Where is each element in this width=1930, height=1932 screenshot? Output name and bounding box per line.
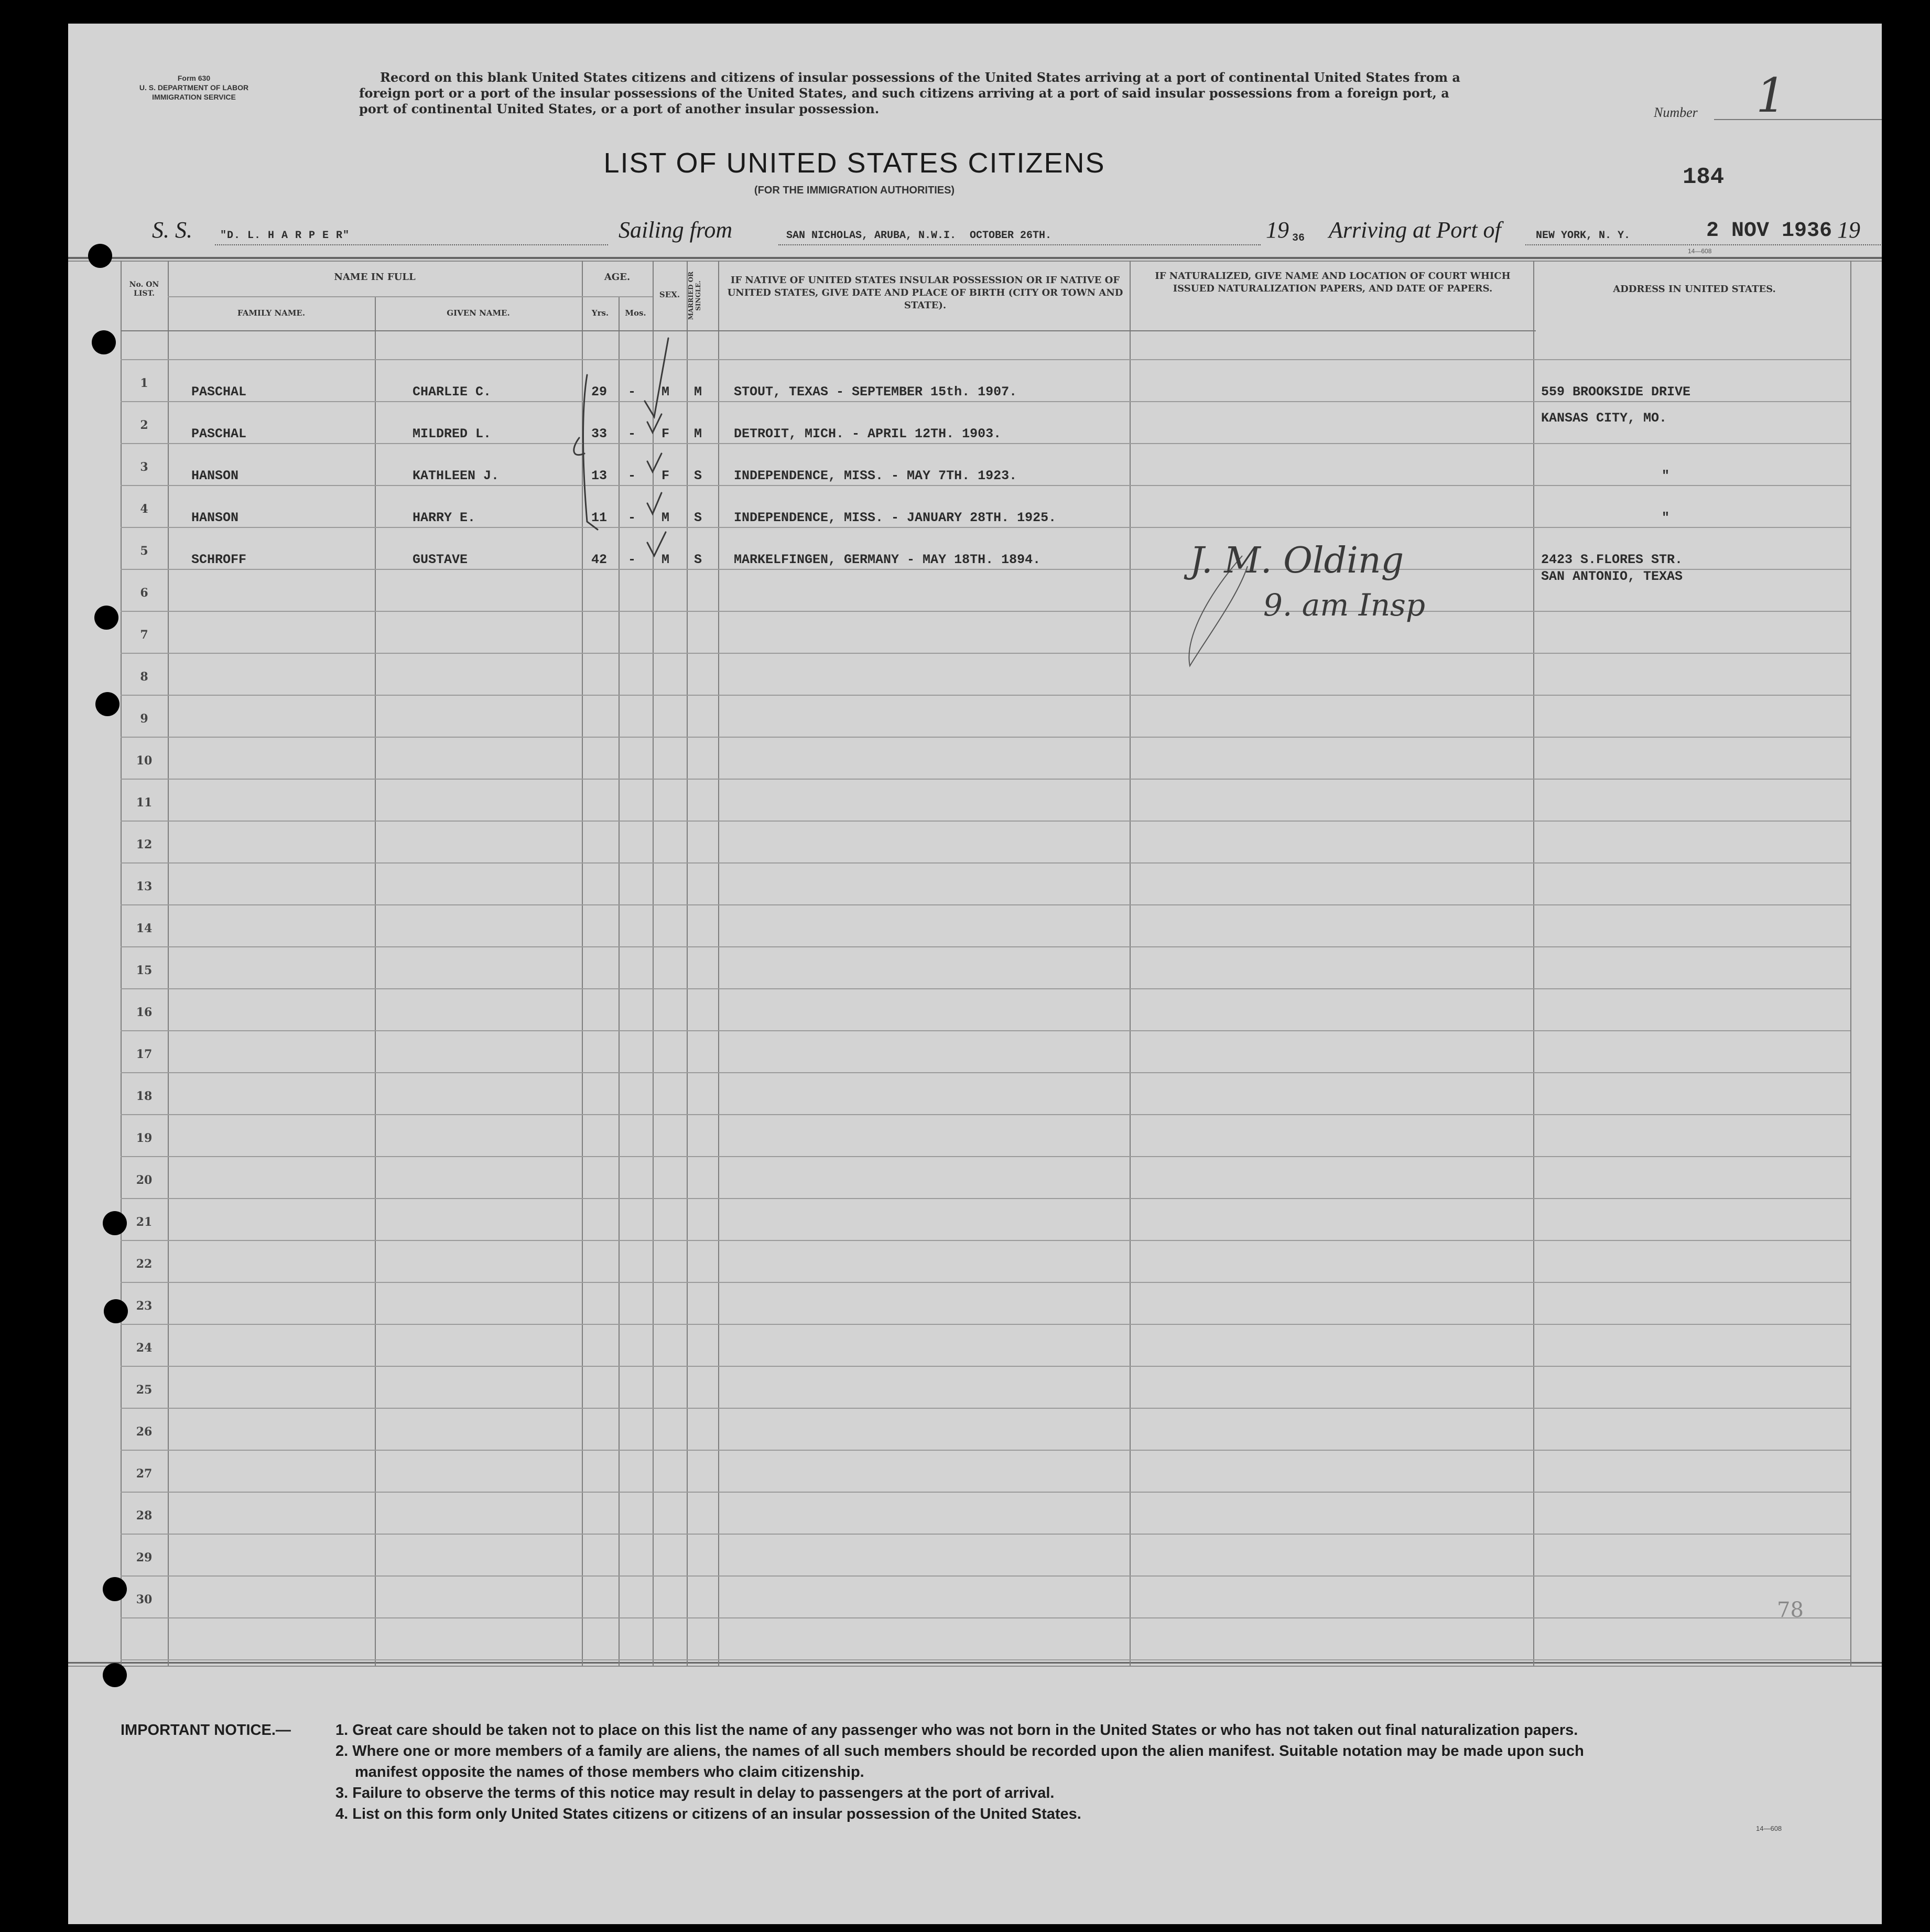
ruled-line [121, 737, 1850, 738]
ruled-line [121, 1030, 1850, 1031]
row-number: 6 [140, 586, 148, 600]
address-line: 559 BROOKSIDE DRIVE [1541, 384, 1691, 400]
notice-item: 2. Where one or more members of a family are aliens, the names of all such members should be recorded upon the alien manifest. Suitable notation may be made upon such [335, 1743, 1584, 1760]
age-years: 42 [591, 552, 608, 567]
ruled-line [121, 1114, 1850, 1115]
arriving-underline [1525, 244, 1882, 245]
binder-hole [103, 1577, 127, 1601]
col-header-married-single: MARRIED OR SINGLE. [687, 271, 702, 320]
ruled-line [121, 1617, 1850, 1618]
table-row [68, 411, 1882, 447]
page-title: LIST OF UNITED STATES CITIZENS [603, 147, 1105, 179]
col-header-sex: SEX. [659, 290, 680, 299]
ruled-line [121, 1366, 1850, 1367]
table-row [68, 468, 1882, 489]
row-number: 9 [140, 712, 148, 726]
birth-place-date: INDEPENDENCE, MISS. - MAY 7TH. 1923. [734, 468, 1017, 483]
marital-status: M [694, 426, 702, 441]
binder-hole [103, 1663, 127, 1687]
age-months: - [628, 426, 636, 441]
address-line: KANSAS CITY, MO. [1541, 411, 1667, 426]
col-header-no: No. ON LIST. [129, 280, 159, 298]
ship-underline [215, 244, 608, 245]
year-prefix: 19 [1266, 217, 1289, 243]
stamp-number: 184 [1683, 164, 1725, 190]
row-number: 20 [136, 1173, 153, 1187]
sailing-from-label: Sailing from [619, 217, 733, 243]
voyage-line [152, 217, 1860, 253]
row-number: 14 [136, 922, 153, 935]
ruled-line [121, 779, 1850, 780]
notice-item: 3. Failure to observe the terms of this notice may result in delay to passengers at the port of arrival. [335, 1785, 1055, 1801]
row-number: 2 [140, 418, 148, 432]
table-bottom-rule [68, 1662, 1882, 1664]
family-name: HANSON [191, 468, 239, 483]
important-notice [335, 1720, 1584, 1825]
family-name: SCHROFF [191, 552, 247, 567]
header-bottom-rule [121, 330, 1536, 331]
col-header-name-in-full: NAME IN FULL [334, 272, 416, 283]
notice-item: manifest opposite the names of those members who claim citizenship. [355, 1764, 864, 1780]
row-number: 4 [140, 502, 148, 516]
row-number: 3 [140, 460, 148, 474]
form-number: Form 630 [177, 74, 211, 82]
row-number: 29 [136, 1551, 153, 1564]
row-number: 5 [140, 544, 148, 558]
age-years: 11 [591, 510, 608, 525]
row-number: 28 [136, 1509, 153, 1523]
arriving-port: NEW YORK, N. Y. [1536, 230, 1631, 242]
marital-status: M [694, 384, 702, 400]
ruled-line [121, 1450, 1850, 1451]
row-number: 23 [136, 1299, 153, 1313]
ruled-line [121, 1198, 1850, 1199]
manifest-sheet [68, 24, 1882, 1924]
ruled-line [121, 359, 1850, 360]
inspector-signature [1174, 535, 1541, 692]
ruled-line [121, 653, 1850, 654]
number-label: Number [1654, 105, 1698, 120]
page-mark: 78 [1777, 1598, 1804, 1622]
instruction-line: port of continental United States, or a port of another insular possession. [359, 101, 880, 116]
ss-label: S. S. [152, 217, 192, 243]
sex: F [662, 426, 670, 441]
ruled-line [121, 611, 1850, 612]
service-label: IMMIGRATION SERVICE [152, 93, 236, 101]
name-age-subrule [168, 296, 653, 297]
col-header-given-name: GIVEN NAME. [447, 308, 510, 318]
ruled-line [121, 695, 1850, 696]
row-number: 16 [136, 1006, 153, 1019]
birth-place-date: INDEPENDENCE, MISS. - JANUARY 28TH. 1925. [734, 510, 1057, 525]
family-name: HANSON [191, 510, 239, 525]
table-row [68, 384, 1882, 405]
marital-status: S [694, 510, 702, 525]
instruction-line: Record on this blank United States citizens and citizens of insular possessions of the United States arriving at a port of continental United States from a [380, 70, 1460, 85]
given-name: HARRY E. [413, 510, 476, 525]
arriving-label: Arriving at Port of [1329, 217, 1501, 243]
col-header-yrs: Yrs. [591, 308, 609, 318]
sex: F [662, 468, 670, 483]
table-top-rule [68, 257, 1882, 259]
birth-place-date: DETROIT, MICH. - APRIL 12TH. 1903. [734, 426, 1002, 441]
notice-heading: IMPORTANT NOTICE.— [121, 1722, 291, 1739]
ruled-line [121, 1156, 1850, 1157]
trailing-year: 19 [1837, 217, 1860, 243]
row-number: 19 [136, 1131, 153, 1145]
row-number: 11 [136, 796, 153, 810]
col-header-family-name: FAMILY NAME. [237, 308, 306, 318]
row-number: 18 [136, 1089, 153, 1103]
ruled-line [121, 1408, 1850, 1409]
arrival-stamp: 2 NOV 1936 [1706, 219, 1833, 243]
number-underline [1714, 119, 1882, 120]
address-line: 2423 S.FLORES STR. [1541, 552, 1683, 567]
family-name: PASCHAL [191, 426, 247, 441]
table-row [68, 552, 1882, 589]
department-label: U. S. DEPARTMENT OF LABOR [139, 83, 249, 92]
birth-place-date: STOUT, TEXAS - SEPTEMBER 15th. 1907. [734, 384, 1017, 400]
form-id-block [115, 73, 273, 102]
row-number: 24 [136, 1341, 153, 1355]
ruled-line [121, 946, 1850, 947]
row-number: 12 [136, 838, 153, 851]
row-number: 1 [140, 376, 148, 390]
row-number: 10 [136, 754, 153, 768]
row-number: 22 [136, 1257, 153, 1271]
printer-mark-bottom: 14—608 [1756, 1825, 1782, 1832]
row-number: 27 [136, 1467, 153, 1481]
page-subtitle: (FOR THE IMMIGRATION AUTHORITIES) [754, 185, 955, 196]
form-instructions [359, 70, 1649, 117]
col-header-birth: IF NATIVE OF UNITED STATES INSULAR POSSESSION OR IF NATIVE OF UNITED STATES, GIVE DATE AND PLACE OF BIRTH (CITY OR TOWN AND STATE). [727, 275, 1123, 311]
binder-hole [95, 692, 120, 716]
row-number: 21 [136, 1215, 153, 1229]
given-name: MILDRED L. [413, 426, 492, 441]
binder-hole [94, 606, 118, 630]
inspector-check-marks [540, 322, 718, 574]
col-header-address: ADDRESS IN UNITED STATES. [1613, 284, 1776, 295]
sex: M [662, 552, 670, 567]
marital-status: S [694, 552, 702, 567]
given-name: CHARLIE C. [413, 384, 492, 400]
ship-name: "D. L. H A R P E R" [220, 230, 350, 242]
ruled-line [121, 1492, 1850, 1493]
given-name: GUSTAVE [413, 552, 468, 567]
age-years: 29 [591, 384, 608, 400]
row-number: 13 [136, 880, 153, 893]
binder-hole [88, 244, 112, 268]
given-name: KATHLEEN J. [413, 468, 500, 483]
binder-hole [103, 1211, 127, 1235]
ruled-line [121, 1072, 1850, 1073]
ruled-line [121, 1324, 1850, 1325]
row-number: 30 [136, 1593, 153, 1606]
age-months: - [628, 510, 636, 525]
table-bottom-rule-2 [68, 1666, 1882, 1667]
age-years: 33 [591, 426, 608, 441]
ruled-line [121, 1575, 1850, 1577]
year-suffix: 36 [1292, 232, 1305, 244]
col-divider [375, 296, 376, 1666]
row-number: 25 [136, 1383, 153, 1397]
ruled-line [121, 1240, 1850, 1241]
sex: M [662, 384, 670, 400]
ruled-line [121, 1282, 1850, 1283]
row-number: 15 [136, 964, 153, 977]
row-number: 8 [140, 670, 148, 684]
notice-item: 4. List on this form only United States citizens or citizens of an insular possession of the United States. [335, 1806, 1081, 1822]
instruction-line: foreign port or a port of the insular possessions of the United States, and such citizens arriving at a port of said insular possessions from a foreign port, a [359, 85, 1449, 101]
address-ditto: " [1662, 468, 1670, 483]
row-number: 26 [136, 1425, 153, 1439]
col-header-naturalization: IF NATURALIZED, GIVE NAME AND LOCATION OF COURT WHICH ISSUED NATURALIZATION PAPERS, AND DATE OF PAPERS. [1155, 271, 1511, 294]
age-months: - [628, 552, 636, 567]
sailing-date: OCTOBER 26TH. [970, 230, 1052, 242]
col-header-age: AGE. [604, 272, 631, 283]
binder-hole [92, 330, 116, 354]
family-name: PASCHAL [191, 384, 247, 400]
ruled-line [121, 1659, 1850, 1660]
sailing-from-port: SAN NICHOLAS, ARUBA, N.W.I. [786, 230, 957, 242]
ruled-line [121, 988, 1850, 989]
marital-status: S [694, 468, 702, 483]
ruled-line [121, 862, 1850, 864]
address-line-2: SAN ANTONIO, TEXAS [1541, 569, 1683, 584]
notice-item: 1. Great care should be taken not to place on this list the name of any passenger who was not born in the United States or who has not taken out final naturalization papers. [335, 1722, 1578, 1739]
number-value: 1 [1756, 68, 1786, 123]
ruled-line [121, 1534, 1850, 1535]
age-months: - [628, 384, 636, 400]
ruled-line [121, 821, 1850, 822]
birth-place-date: MARKELFINGEN, GERMANY - MAY 18TH. 1894. [734, 552, 1041, 567]
address-ditto: " [1662, 510, 1670, 525]
table-row [68, 510, 1882, 531]
row-number: 17 [136, 1048, 153, 1061]
row-number: 7 [140, 628, 148, 642]
sex: M [662, 510, 670, 525]
signature-title: 9. am Insp [1263, 587, 1425, 623]
age-years: 13 [591, 468, 608, 483]
ruled-line [121, 904, 1850, 905]
printer-mark-top: 14—608 [1688, 247, 1712, 255]
col-header-mos: Mos. [625, 308, 646, 318]
table-top-rule-2 [68, 261, 1882, 262]
age-months: - [628, 468, 636, 483]
signature-name: J. M. Olding [1190, 540, 1404, 581]
sailing-underline [778, 244, 1261, 245]
binder-hole [104, 1299, 128, 1323]
